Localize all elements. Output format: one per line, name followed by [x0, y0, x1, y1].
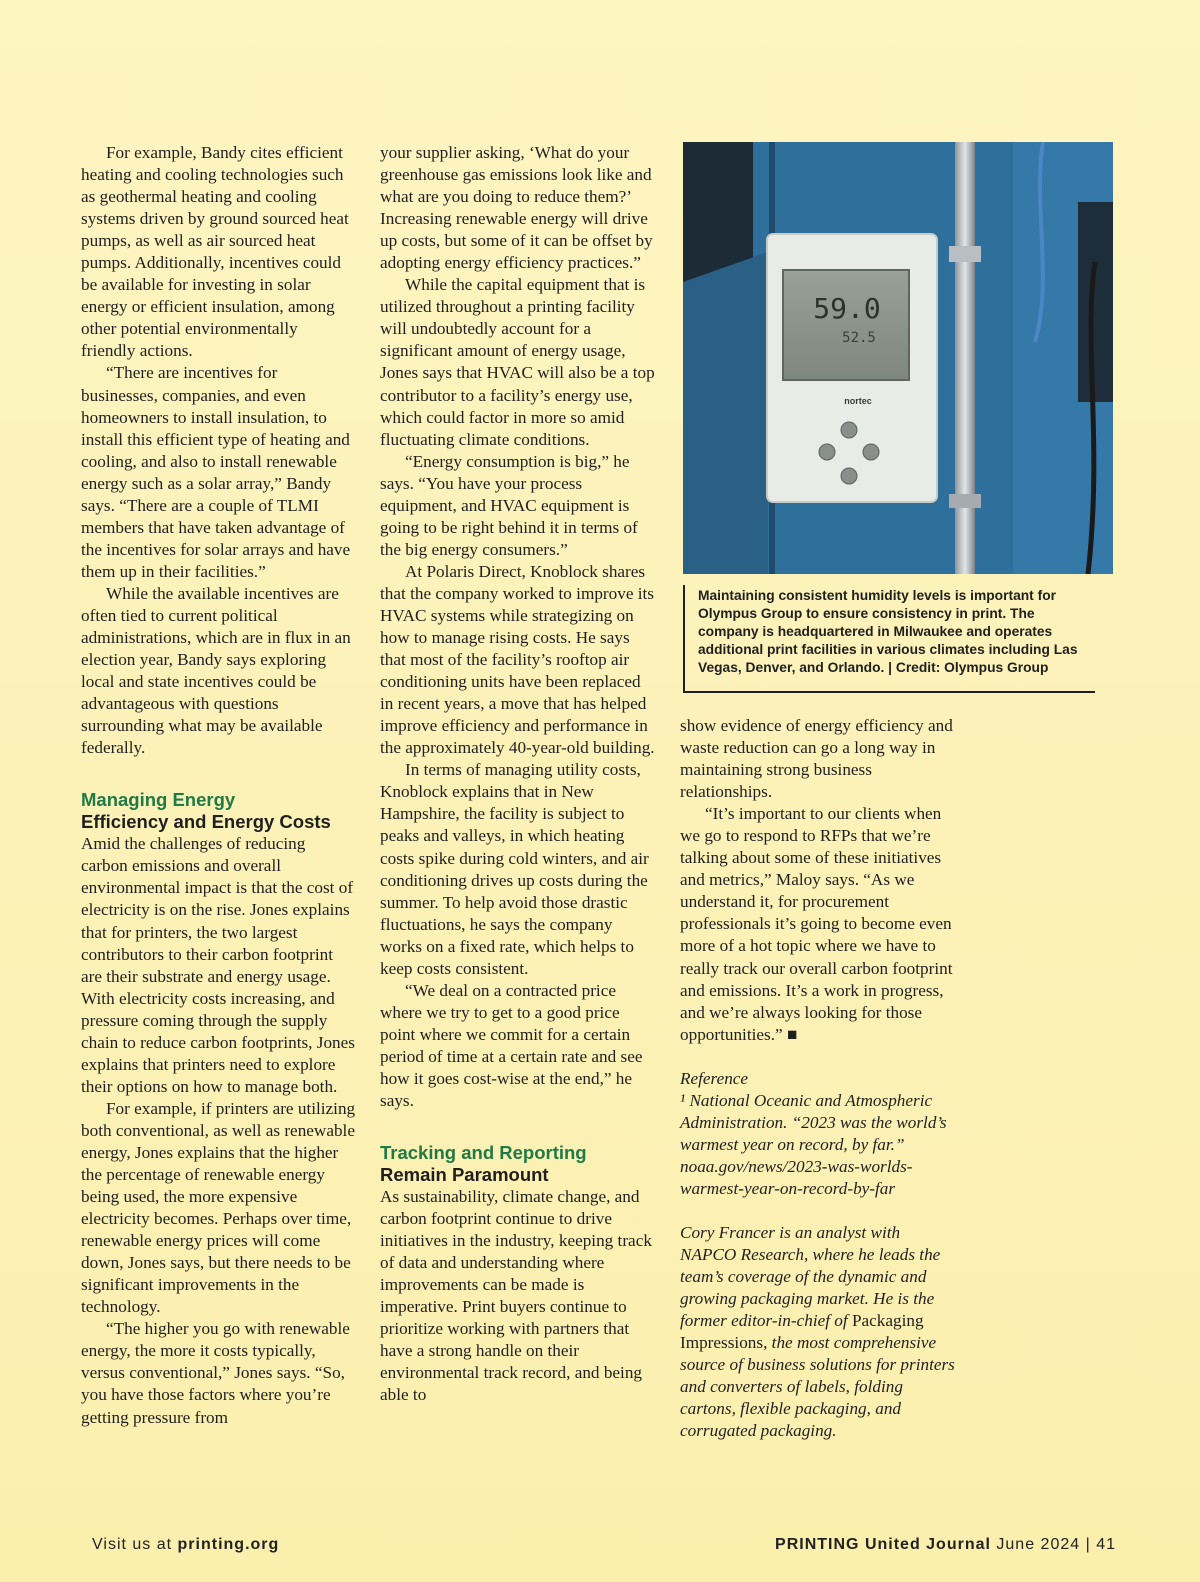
photo-illustration	[683, 142, 1113, 574]
display-main-reading: 59.0	[813, 292, 881, 325]
footer-issue-date: June 2024	[996, 1536, 1081, 1553]
author-bio	[680, 1222, 960, 1442]
paragraph: your supplier asking, ‘What do your greenhouse gas emissions look like and what are you doing to reduce them?’ Increasing renewable energy will drive up costs, but some of it can be offset by adopting energy efficiency practices.”	[380, 143, 653, 273]
paragraph: In terms of managing utility costs, Knoblock explains that in New Hampshire, the facility is subject to peaks and valleys, in which heating costs spike during cold winters, and air conditioning drives up costs during the summer. To help avoid those drastic fluctuations, he says the company works on a fixed rate, which helps to keep costs consistent.	[380, 760, 649, 978]
paragraph: “The higher you go with renewable energy, the more it costs typically, versus conventional,” Jones says. “So, you have those factors where you’re getting pressure from	[81, 1319, 350, 1427]
paragraph: “We deal on a contracted price where we try to get to a good price point where we commit for a certain period of time at a certain rate and see how it goes cost-wise at the end,” he says.	[380, 980, 643, 1111]
paragraph: While the available incentives are often tied to current political administrations, which are in flux in an election year, Bandy says exploring local and state incentives could be advantageous with questions surrounding what may be available federally.	[81, 583, 351, 758]
footer-journal-name: PRINTING United Journal	[775, 1536, 991, 1553]
footer-website	[92, 1536, 279, 1554]
reference-label: Reference	[680, 1068, 749, 1088]
footer-visit-label: Visit us at	[92, 1536, 173, 1553]
right-button-icon	[863, 444, 879, 460]
paragraph-text: “It’s important to our clients when we go to respond to RFPs that we’re talking about some of these initiatives and metrics,” Maloy says. “As we understand it, for procurement professionals it’s going to become even more of a hot topic where we have to really track our overall carbon footprint and emissions. It’s a work in progress, and we’re always looking for those opportunities.”	[680, 804, 953, 1044]
left-button-icon	[819, 444, 835, 460]
section-heading-black: Remain Paramount	[380, 1164, 549, 1186]
reference-text: ¹ National Oceanic and Atmospheric Administration. “2023 was the world’s warmest year on record, by far.” noaa.gov/news/2023-was-worlds-warmest-year-on-record-by-far	[680, 1090, 947, 1198]
paragraph: As sustainability, climate change, and carbon footprint continue to drive initiatives in the industry, keeping track of data and understanding where improvements can be made is imperative. Print buyers continue to prioritize working with partners that have a strong handle on their environmental track record, and being able to	[380, 1187, 652, 1405]
paragraph: For example, Bandy cites efficient heating and cooling technologies such as geothermal heating and cooling systems driven by ground sourced heat pumps, as well as air sourced heat pumps. Additionally, incentives could be available for investing in solar energy or efficient insulation, among other potential environmentally friendly actions.	[81, 143, 349, 361]
publication-name: Packaging Impressions,	[680, 1311, 924, 1353]
footer-website-link[interactable]: printing.org	[177, 1536, 280, 1553]
article-column-3	[680, 715, 960, 1442]
down-button-icon	[841, 468, 857, 484]
section-heading-managing-energy	[81, 789, 356, 833]
cabinet-side	[683, 252, 768, 574]
footer-separator: |	[1085, 1536, 1091, 1553]
photo-caption: Maintaining consistent humidity levels is important for Olympus Group to ensure consistency in print. The company is headquartered in Milwaukee and operates additional print facilities in various climates including Las Vegas, Denver, and Orlando. | Credit: Olympus Group	[683, 585, 1095, 693]
author-bio-text: Cory Francer is an analyst with NAPCO Research, where he leads the team’s coverage of the dynamic and growing packaging market. He is the former editor-in-chief of	[680, 1222, 941, 1331]
section-heading-black: Efficiency and Energy Costs	[81, 811, 331, 833]
paragraph: For example, if printers are utilizing both conventional, as well as renewable energy, Jones explains that the higher the percentage of renewable energy being used, the more expensive electricity becomes. Perhaps over time, renewable energy prices will come down, Jones says, but there needs to be significant improvements in the technology.	[81, 1098, 356, 1317]
humidity-controller-photo	[683, 142, 1113, 574]
conduit-pipe	[955, 142, 975, 574]
footer-page-number: 41	[1096, 1536, 1116, 1553]
author-bio-text: the most comprehensive source of business solutions for printers and converters of labels, folding cartons, flexible packaging, and corrugated packaging.	[680, 1333, 955, 1441]
paragraph: show evidence of energy efficiency and waste reduction can go a long way in maintaining strong business relationships.	[680, 716, 953, 802]
paragraph: Amid the challenges of reducing carbon emissions and overall environmental impact is that the cost of electricity is on the rise. Jones explains that for printers, the two largest contributors to their carbon footprint are their substrate and energy usage. With electricity costs increasing, and pressure coming through the supply chain to reduce carbon footprints, Jones explains that printers need to explore their options on how to manage both.	[81, 834, 355, 1096]
end-mark-icon: ■	[786, 1024, 798, 1044]
section-heading-tracking-reporting	[380, 1142, 655, 1186]
paragraph: “Energy consumption is big,” he says. “You have your process equipment, and HVAC equipment is going to be right behind it in terms of the big energy consumers.”	[380, 451, 638, 559]
lcd-display	[783, 270, 909, 380]
paragraph	[680, 803, 960, 1046]
paragraph: At Polaris Direct, Knoblock shares that the company worked to improve its HVAC systems while strategizing on how to manage rising costs. He says that most of the facility’s rooftop air conditioning units have been replaced in recent years, a move that has helped improve efficiency and performance in the approximately 40-year-old building.	[380, 561, 655, 758]
article-column-1	[81, 142, 356, 1429]
section-heading-green: Tracking and Reporting	[380, 1142, 587, 1164]
article-column-2	[380, 142, 655, 1407]
section-heading-green: Managing Energy	[81, 789, 236, 811]
brand-logo: nortec	[844, 396, 872, 406]
paragraph: While the capital equipment that is utilized throughout a printing facility will undoubtedly account for a significant amount of energy usage, Jones says that HVAC will also be a top contributor to a facility’s energy use, which could factor in more so amid fluctuating climate conditions.	[380, 275, 655, 449]
display-sub-reading: 52.5	[842, 330, 876, 346]
up-button-icon	[841, 422, 857, 438]
paragraph: “There are incentives for businesses, companies, and even homeowners to install insulation, to install this efficient type of heating and cooling, and also to install renewable energy such as a solar array,” Bandy says. “There are a couple of TLMI members that have taken advantage of the incentives for solar arrays and have them up in their facilities.”	[81, 363, 351, 581]
footer-folio	[775, 1536, 1116, 1554]
